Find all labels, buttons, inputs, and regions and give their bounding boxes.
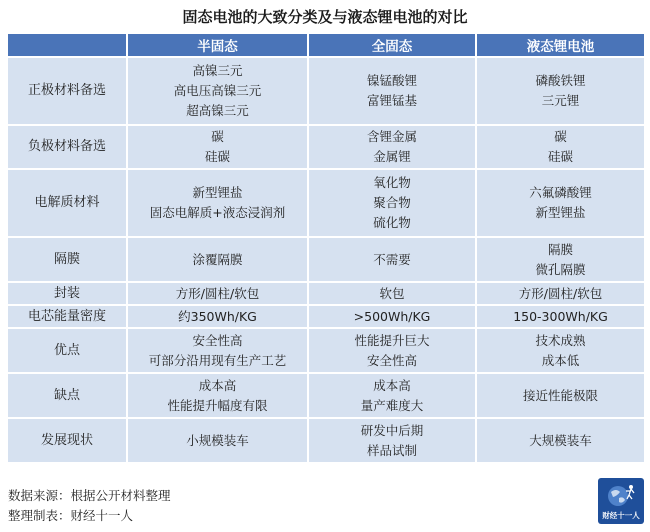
header-semi-solid: 半固态 (127, 33, 308, 57)
cell-line: 方形/圆柱/软包 (175, 285, 260, 301)
comparison-table (6, 32, 646, 464)
table-header-row (7, 33, 645, 57)
cell-line: 磷酸铁锂 (535, 73, 586, 88)
cell-all-solid (308, 57, 476, 125)
cell-line: 大规模装车 (529, 432, 592, 448)
cell-liquid (476, 418, 645, 463)
cell-liquid (476, 125, 645, 169)
cell-line: 镍锰酸锂 (366, 73, 417, 88)
cell-line: 量产难度大 (360, 397, 424, 413)
row-label: 优点 (7, 328, 127, 373)
header-corner (7, 33, 127, 57)
cell-line: 涂覆隔膜 (192, 251, 243, 267)
cell-line: 碳 (211, 129, 224, 144)
cell-line: 三元锂 (541, 93, 580, 108)
cell-line: 安全性高 (192, 332, 243, 348)
header-all-solid: 全固态 (308, 33, 476, 57)
cell-liquid (476, 57, 645, 125)
cell-line: 含锂金属 (366, 129, 417, 144)
cell-line: 性能提升幅度有限 (167, 397, 268, 413)
table-row (7, 125, 645, 169)
cell-liquid (476, 282, 645, 305)
table-row (7, 328, 645, 373)
table-row (7, 169, 645, 237)
cell-line: 不需要 (373, 251, 411, 267)
table-maker-note: 整理制表：财经十一人 (8, 508, 134, 523)
cell-line: 富锂锰基 (366, 93, 417, 108)
cell-line: 六氟磷酸锂 (529, 185, 592, 200)
cell-liquid (476, 169, 645, 237)
cell-line: 性能提升巨大 (354, 332, 430, 348)
cell-semi-solid (127, 169, 308, 237)
cell-line: 可部分沿用现有生产工艺 (148, 352, 287, 368)
cell-line: 软包 (379, 285, 405, 301)
cell-line: 150-300Wh/KG (513, 308, 608, 324)
row-label: 缺点 (7, 373, 127, 418)
cell-line: 聚合物 (373, 195, 411, 210)
cell-line: 新型锂盐 (535, 205, 586, 220)
table-row (7, 418, 645, 463)
cell-semi-solid (127, 237, 308, 282)
cell-line: 微孔隔膜 (535, 261, 586, 277)
page-title: 固态电池的大致分类及与液态锂电池的对比 (182, 8, 468, 26)
cell-line: 硅碳 (204, 149, 230, 164)
cell-line: >500Wh/KG (353, 308, 431, 324)
cell-line: 氧化物 (373, 175, 411, 190)
cell-semi-solid (127, 305, 308, 328)
cell-semi-solid (127, 282, 308, 305)
data-source-note: 数据来源：根据公开材料整理 (8, 488, 171, 503)
table-row (7, 57, 645, 125)
row-label: 发展现状 (7, 418, 127, 463)
cell-line: 研发中后期 (360, 422, 424, 438)
logo-text: 财经十一人 (602, 511, 640, 520)
cell-line: 新型锂盐 (192, 185, 243, 200)
cell-line: 约350Wh/KG (178, 308, 257, 324)
cell-line: 成本高 (373, 377, 411, 393)
row-label: 隔膜 (7, 237, 127, 282)
table-row (7, 237, 645, 282)
cell-all-solid (308, 282, 476, 305)
cell-liquid (476, 373, 645, 418)
cell-line: 固态电解质+液态浸润剂 (149, 205, 286, 220)
cell-semi-solid (127, 418, 308, 463)
cell-line: 超高镍三元 (186, 103, 249, 118)
cell-line: 样品试制 (366, 442, 417, 458)
row-label: 封装 (7, 282, 127, 305)
cell-semi-solid (127, 373, 308, 418)
cell-line: 成本低 (541, 352, 580, 368)
row-label: 电芯能量密度 (7, 305, 127, 328)
cell-all-solid (308, 373, 476, 418)
cell-all-solid (308, 418, 476, 463)
cell-line: 硫化物 (373, 215, 411, 230)
cell-line: 碳 (554, 129, 567, 144)
table-row (7, 305, 645, 328)
cell-line: 高镍三元 (192, 63, 243, 78)
row-label: 正极材料备选 (7, 57, 127, 125)
row-label: 电解质材料 (7, 169, 127, 237)
cell-line: 安全性高 (366, 352, 417, 368)
cell-semi-solid (127, 57, 308, 125)
cell-semi-solid (127, 125, 308, 169)
cell-all-solid (308, 169, 476, 237)
cell-liquid (476, 237, 645, 282)
table-body (7, 57, 645, 463)
cell-semi-solid (127, 328, 308, 373)
brand-logo (598, 478, 644, 524)
cell-line: 高电压高镍三元 (173, 83, 262, 98)
cell-line: 成本高 (198, 377, 237, 393)
cell-all-solid (308, 125, 476, 169)
header-liquid: 液态锂电池 (476, 33, 645, 57)
cell-line: 方形/圆柱/软包 (518, 285, 603, 301)
cell-line: 小规模装车 (186, 432, 249, 448)
cell-line: 金属锂 (373, 149, 411, 164)
cell-line: 接近性能极限 (522, 387, 598, 403)
row-label: 负极材料备选 (7, 125, 127, 169)
cell-line: 隔膜 (547, 241, 573, 257)
table-row (7, 282, 645, 305)
cell-all-solid (308, 305, 476, 328)
table-row (7, 373, 645, 418)
cell-line: 技术成熟 (535, 332, 586, 348)
cell-all-solid (308, 328, 476, 373)
cell-line: 硅碳 (547, 149, 573, 164)
cell-liquid (476, 305, 645, 328)
cell-all-solid (308, 237, 476, 282)
cell-liquid (476, 328, 645, 373)
